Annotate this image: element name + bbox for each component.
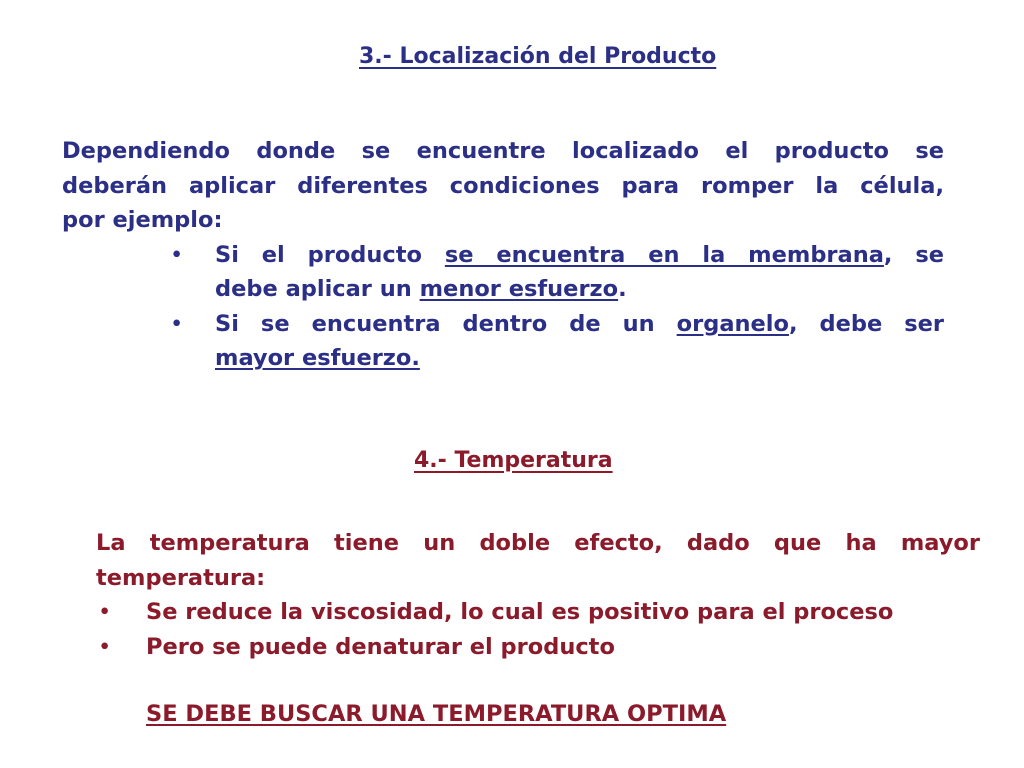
section-3-bullet-2 [62, 307, 944, 376]
section-3-intro-line-3: por ejemplo: [62, 207, 223, 233]
bullet-2-underline-organelo: organelo [676, 310, 789, 337]
section-4-conclusion-row [96, 697, 980, 732]
section-4-bullet-2-text: Pero se puede denaturar el producto [146, 633, 615, 660]
bullet-1-text-a: Si el producto [215, 241, 445, 268]
section-4-intro-line-2: temperatura: [96, 564, 266, 591]
section-4-title: 4.- Temperatura [414, 448, 613, 473]
bullet-symbol: • [170, 310, 184, 337]
section-4-intro-line-1: La temperatura tiene un doble efecto, dado que ha mayor [96, 530, 980, 556]
bullet-2-line-1 [215, 307, 944, 342]
section-4-conclusion: SE DEBE BUSCAR UNA TEMPERATURA OPTIMA [146, 701, 727, 727]
section-3-intro-line-2: deberán aplicar diferentes condiciones para romper la célula, [62, 172, 944, 199]
bullet-2-text-b: , debe ser [788, 310, 944, 337]
bullet-2-line-2 [215, 341, 944, 376]
section-3-title: 3.- Localización del Producto [359, 44, 717, 69]
bullet-2-text-a: Si se encuentra dentro de un [215, 310, 677, 337]
bullet-1-text-c: debe aplicar un [215, 276, 420, 302]
bullet-1-line-1 [215, 238, 944, 273]
section-4-bullet-1 [96, 595, 980, 630]
bullet-1-underline-membrana: se encuentra en la membrana [444, 241, 884, 268]
section-4-bullet-2 [96, 630, 980, 665]
section-3-body [62, 134, 944, 376]
section-4-body [96, 526, 980, 732]
bullet-1-text-d: . [618, 276, 627, 302]
section-3-intro-line-1: Dependiendo donde se encuentre localizado el producto se [62, 138, 944, 164]
bullet-symbol: • [170, 241, 184, 268]
bullet-symbol: • [98, 599, 112, 625]
section-3-bullet-1 [62, 238, 944, 307]
bullet-2-underline-mayor: mayor esfuerzo. [215, 345, 420, 371]
bullet-1-line-2 [215, 272, 944, 307]
section-4-bullet-1-text: Se reduce la viscosidad, lo cual es positivo para el proceso [146, 599, 894, 625]
bullet-symbol: • [98, 633, 112, 660]
bullet-1-text-b: , se [883, 241, 944, 268]
bullet-1-underline-menor: menor esfuerzo [419, 276, 619, 302]
